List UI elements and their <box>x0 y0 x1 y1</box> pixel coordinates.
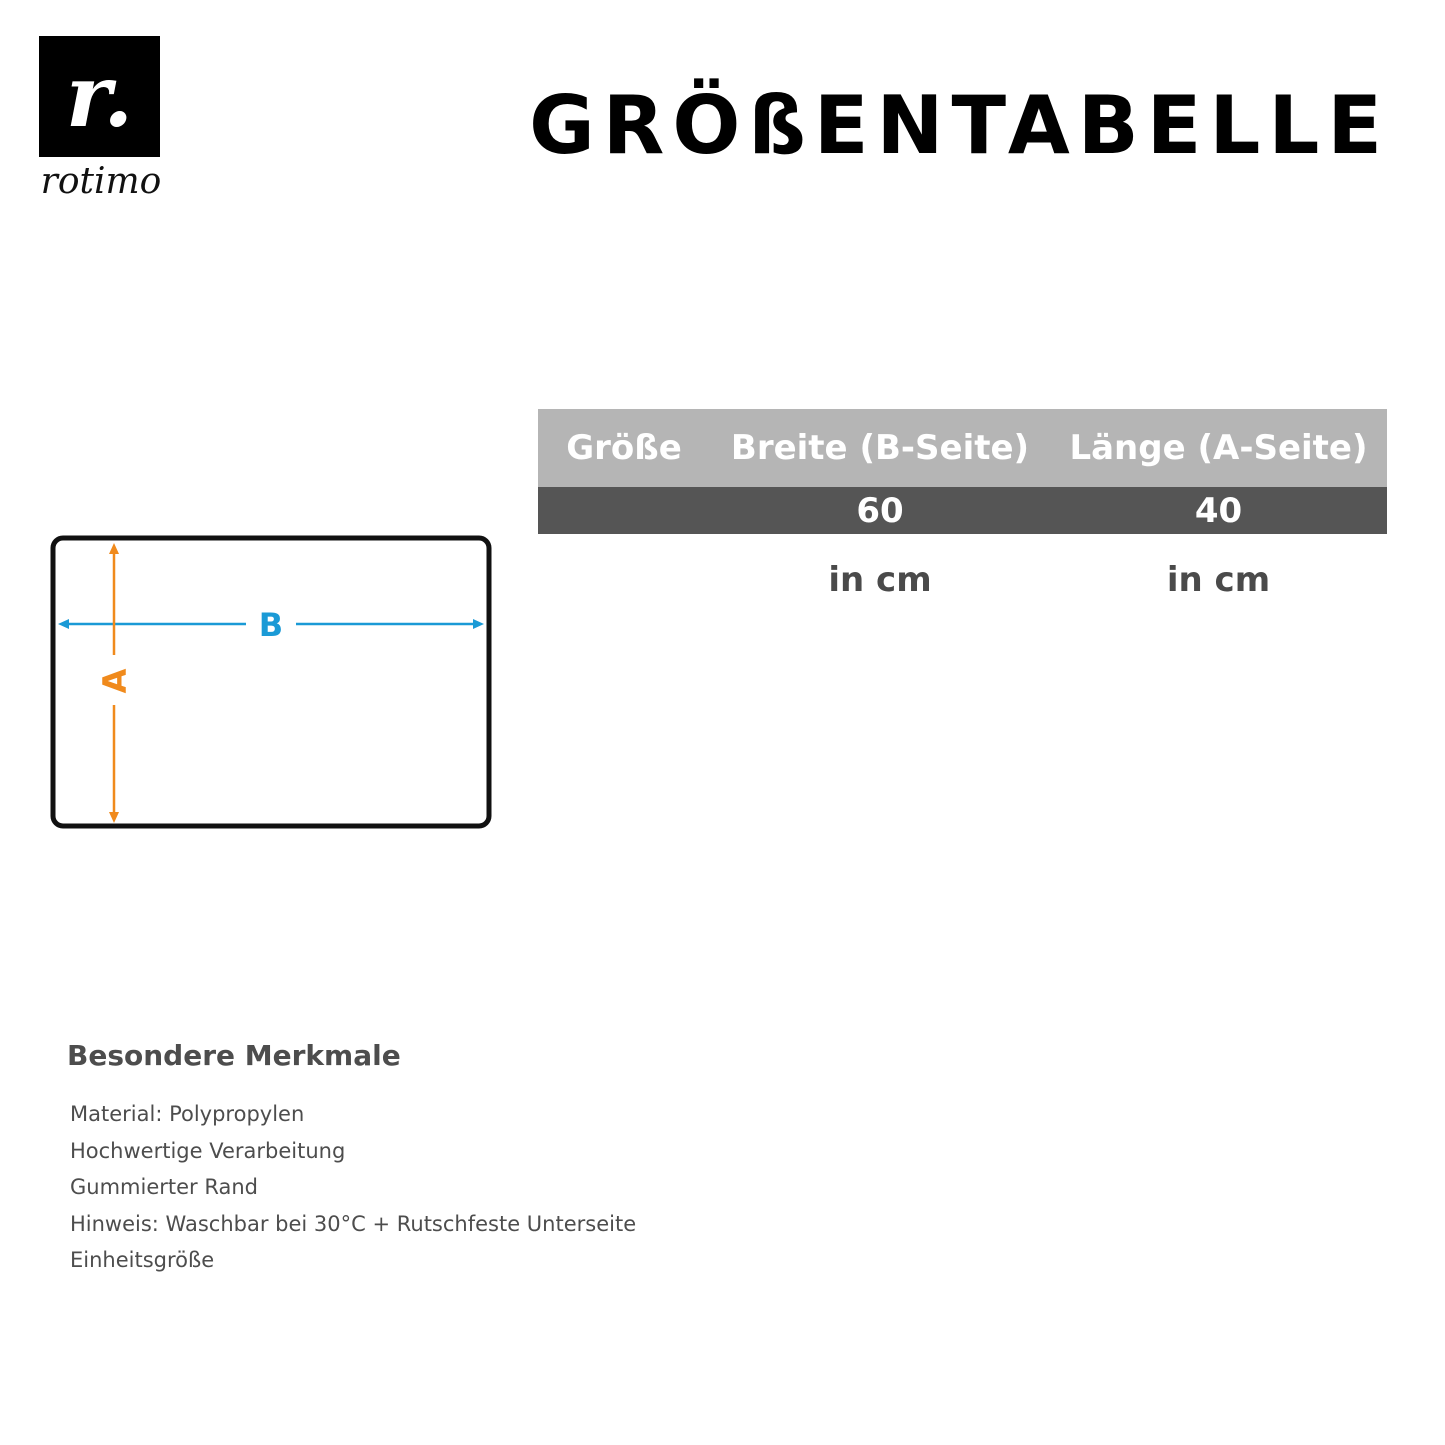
header-width: Breite (B-Seite) <box>710 409 1050 487</box>
cell-width: 60 <box>710 487 1050 534</box>
unit-width: in cm <box>710 534 1050 626</box>
mat-dimension-diagram <box>50 535 492 829</box>
features-heading: Besondere Merkmale <box>67 1039 401 1072</box>
cell-size <box>538 487 710 534</box>
header-size: Größe <box>538 409 710 487</box>
logo-wordmark: rotimo <box>40 161 162 202</box>
unit-length: in cm <box>1050 534 1387 626</box>
size-table <box>538 409 1387 626</box>
header-length: Länge (A-Seite) <box>1050 409 1387 487</box>
features-list <box>67 1096 967 1279</box>
cell-length: 40 <box>1050 487 1387 534</box>
unit-size <box>538 534 710 626</box>
table-header-row <box>538 409 1387 487</box>
logo-mark-text: r. <box>65 46 134 147</box>
b-label: B <box>258 606 284 644</box>
list-item: Einheitsgröße <box>70 1248 215 1272</box>
table-unit-row <box>538 534 1387 626</box>
list-item: Hinweis: Waschbar bei 30°C + Rutschfeste Unterseite <box>70 1211 637 1236</box>
a-label: A <box>96 668 134 694</box>
list-item: Hochwertige Verarbeitung <box>70 1138 346 1163</box>
list-item: Material: Polypropylen <box>70 1102 305 1126</box>
list-item: Gummierter Rand <box>70 1175 258 1199</box>
features-section <box>67 1036 967 1279</box>
page-title: GRÖßENTABELLE <box>529 79 1390 172</box>
logo-mark <box>39 36 160 157</box>
table-row <box>538 487 1387 534</box>
